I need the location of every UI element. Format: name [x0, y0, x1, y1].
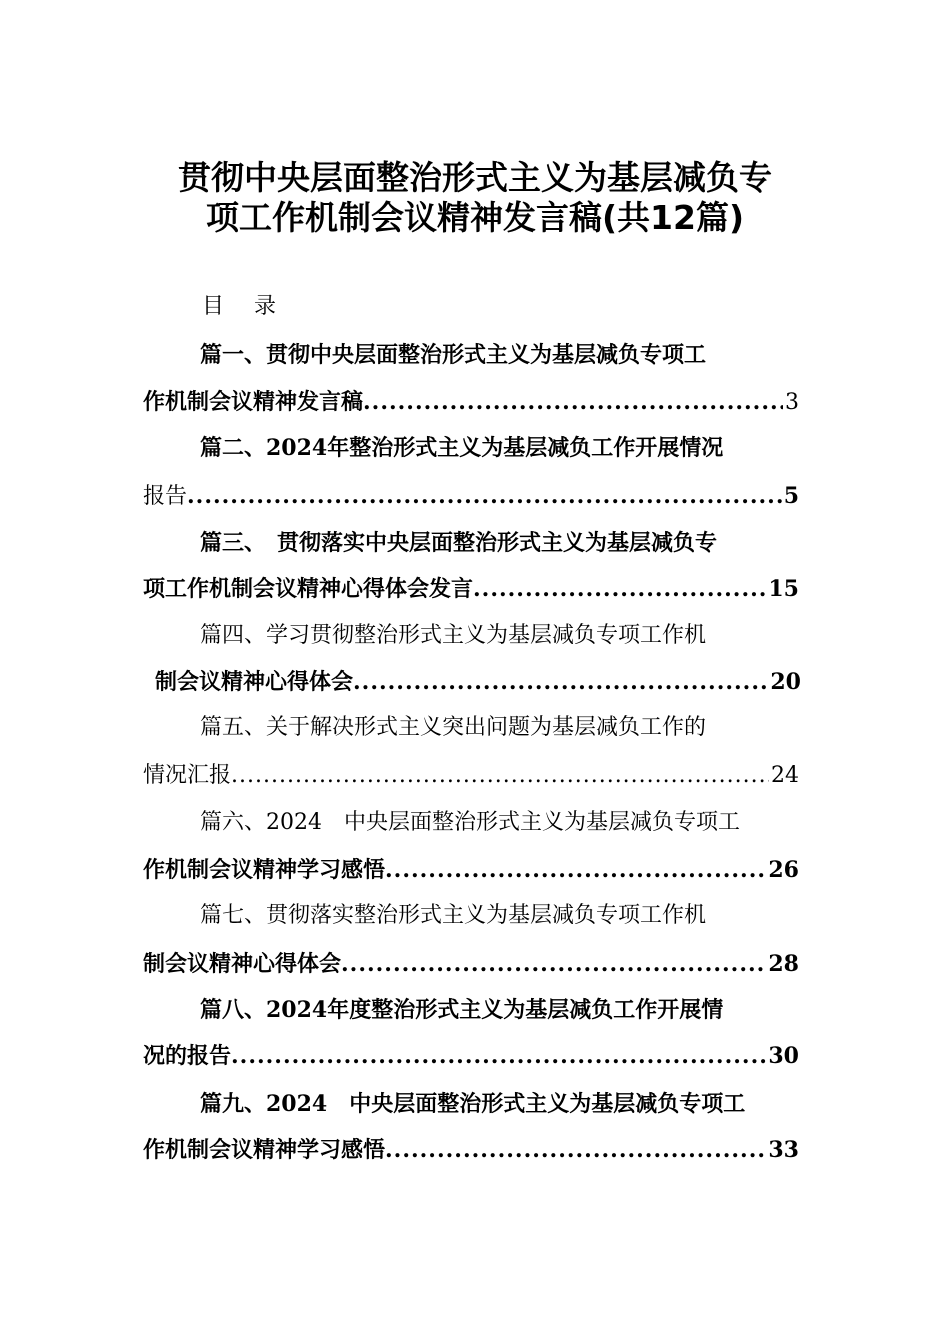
toc-entry-title-line-1: 篇七、贯彻落实整治形式主义为基层减负专项工作机: [200, 903, 707, 928]
toc-page-number: 3: [785, 390, 799, 415]
toc-entry-title-line-1: 篇一、贯彻中央层面整治形式主义为基层减负专项工: [200, 342, 707, 368]
toc-page-number: 20: [770, 669, 801, 695]
toc-entry-title-line-1: 篇三、 贯彻落实中央层面整治形式主义为基层减负专: [200, 530, 718, 556]
toc-page-number: 5: [783, 483, 799, 509]
toc-entry-title-line-2: 作机制会议精神发言稿 ..... 3: [143, 387, 799, 418]
document-title-line-1: 贯彻中央层面整治形式主义为基层减负专: [178, 158, 772, 197]
document-title-line-2: 项工作机制会议精神发言稿(共12篇): [205, 198, 745, 237]
toc-entry-title-line-2: 制会议精神心得体会 ..... 20: [155, 667, 801, 697]
toc-entry-title-line-1: 篇四、学习贯彻整治形式主义为基层减负专项工作机: [200, 623, 707, 648]
toc-page-number: 26: [768, 857, 799, 883]
toc-entry-title-line-1: 篇九、2024 中央层面整治形式主义为基层减负专项工: [200, 1091, 746, 1117]
toc-entry-title-line-2: 项工作机制会议精神心得体会发言 ..... 15: [143, 574, 799, 604]
toc-page-number: 15: [768, 576, 799, 602]
toc-entry-title-line-1: 篇五、关于解决形式主义突出问题为基层减负工作的: [200, 715, 707, 740]
toc-entry-title-line-1: 篇六、2024 中央层面整治形式主义为基层减负专项工: [200, 810, 740, 835]
toc-entry-title-line-1: 篇八、2024年度整治形式主义为基层减负工作开展情: [200, 997, 724, 1023]
toc-entry-title-line-2: 况的报告 ..... 30: [143, 1041, 799, 1071]
toc-page-number: 30: [768, 1043, 799, 1069]
toc-entry-title-line-2: 作机制会议精神学习感悟 ..... 33: [143, 1135, 799, 1165]
toc-entry-title-line-2: 作机制会议精神学习感悟 ..... 26: [143, 855, 799, 885]
toc-entry-title-line-2: 情况汇报 ..... 24: [143, 761, 799, 791]
toc-entry-title-line-1: 篇二、2024年整治形式主义为基层减负工作开展情况: [200, 435, 724, 461]
toc-page-number: 33: [768, 1137, 799, 1163]
toc-page-number: 28: [768, 951, 799, 977]
toc-entry-title-line-2: 报告 ..... 5: [143, 481, 799, 512]
toc-entry-title-line-2: 制会议精神心得体会 ..... 28: [143, 949, 799, 979]
toc-heading: 目录: [202, 294, 307, 319]
toc-page-number: 24: [771, 763, 799, 788]
